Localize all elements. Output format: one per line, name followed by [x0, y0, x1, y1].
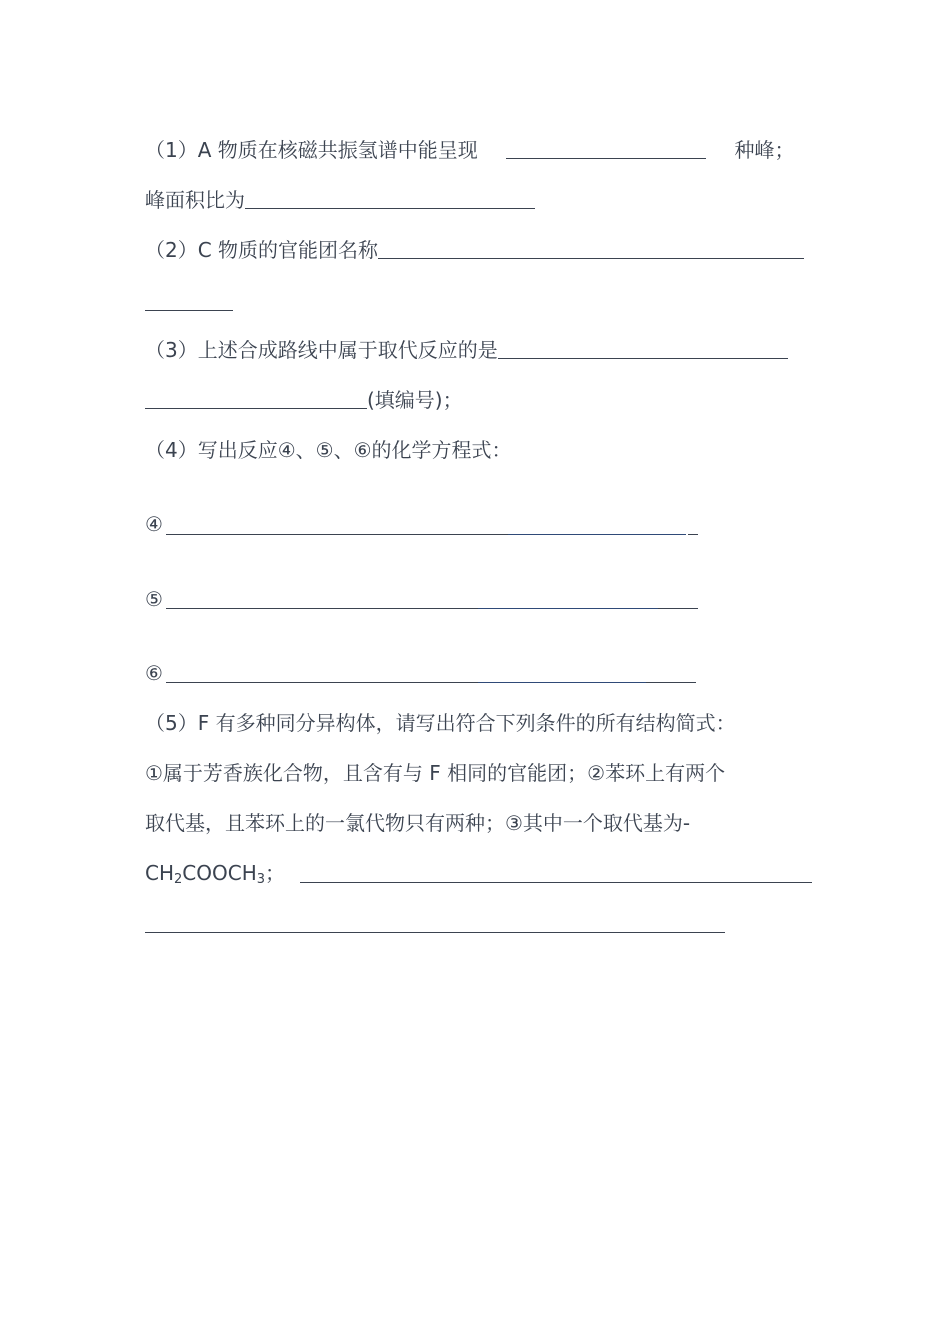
answer-blank-functional-group[interactable]: [378, 240, 804, 259]
answer-blank-equation-6-end[interactable]: [646, 682, 696, 683]
answer-blank-structures[interactable]: [300, 882, 812, 883]
question-3-line-2: [145, 388, 463, 412]
equation-5-line: [145, 587, 163, 611]
formula-cooch: COOCH: [182, 861, 257, 885]
answer-blank-peak-count[interactable]: [506, 140, 706, 159]
question-5-condition-1-2: ①属于芳香族化合物，且含有与 F 相同的官能团；②苯环上有两个: [145, 761, 726, 785]
question-1-line-1: [145, 138, 794, 162]
question-5-line-2: [145, 761, 725, 785]
question-4-text: （4）写出反应④、⑤、⑥的化学方程式：: [145, 438, 512, 462]
answer-blank-equation-6[interactable]: [166, 682, 478, 683]
question-5-line-1: [145, 711, 736, 735]
answer-blank-area-ratio[interactable]: [245, 190, 535, 209]
question-1-line-2: [145, 188, 535, 212]
answer-blank-substitution-reactions-continued[interactable]: [145, 390, 367, 409]
equation-4-marker: ④: [145, 512, 163, 536]
question-2-text: （2）C 物质的官能团名称: [145, 238, 379, 262]
answer-blank-substitution-reactions[interactable]: [498, 340, 788, 359]
question-5-line-3: [145, 811, 690, 835]
answer-blank-equation-4[interactable]: [166, 534, 508, 535]
question-5-text: （5）F 有多种同分异构体，请写出符合下列条件的所有结构简式：: [145, 711, 736, 735]
answer-blank-equation-5-extension[interactable]: [478, 608, 658, 609]
question-1-area-ratio-label: 峰面积比为: [145, 188, 245, 212]
equation-5-marker: ⑤: [145, 587, 163, 611]
formula-subscript-2: 2: [174, 872, 183, 887]
formula-ch: CH: [145, 861, 175, 885]
question-3-line-1: [145, 338, 788, 362]
question-3-suffix: (填编号)；: [367, 388, 463, 412]
answer-blank-equation-5[interactable]: [166, 608, 478, 609]
substituent-formula: [145, 861, 285, 885]
question-1-text: （1）A 物质在核磁共振氢谱中能呈现: [145, 138, 478, 162]
equation-6-line: [145, 661, 163, 685]
equation-6-marker: ⑥: [145, 661, 163, 685]
answer-blank-structures-continued[interactable]: [145, 932, 725, 933]
answer-blank-equation-4-end[interactable]: [688, 534, 698, 535]
question-3-text: （3）上述合成路线中属于取代反应的是: [145, 338, 498, 362]
formula-punctuation: ；: [265, 861, 286, 885]
question-1-suffix: 种峰；: [734, 138, 795, 162]
question-5-line-4: [145, 861, 285, 885]
answer-blank-functional-group-continued[interactable]: [145, 310, 233, 311]
question-2-line-1: [145, 238, 804, 262]
formula-subscript-3: 3: [256, 872, 266, 887]
question-4-text-line: [145, 438, 512, 462]
answer-blank-equation-5-end[interactable]: [658, 608, 698, 609]
question-5-condition-2-3: 取代基，且苯环上的一氯代物只有两种；③其中一个取代基为-: [145, 811, 691, 835]
answer-blank-equation-4-extension[interactable]: [508, 534, 686, 535]
equation-4-line: [145, 512, 163, 536]
answer-blank-equation-6-extension[interactable]: [478, 682, 646, 683]
